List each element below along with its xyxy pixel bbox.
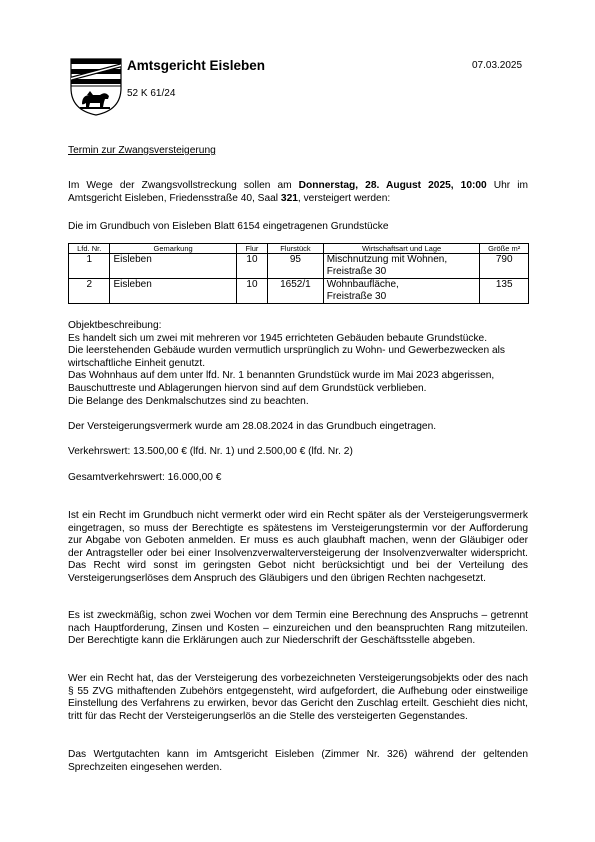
total-market-value: Gesamtverkehrswert: 16.000,00 € bbox=[68, 472, 222, 483]
column-header-flurstueck: Flurstück bbox=[268, 244, 324, 254]
cell-flurstueck: 95 bbox=[268, 254, 324, 279]
cell-lage bbox=[323, 279, 480, 304]
cell-lage-line2: Freistraße 30 bbox=[326, 291, 387, 302]
rights-paragraph: Ist ein Recht im Grundbuch nicht vermerkt oder wird ein Recht später als der Versteigerungsvermerk eingetragen, so muss der Berechtigte es spätestens im Versteigerungstermin vor der Aufforderung zur Abgabe von Geboten anmelden. Er muss es auch glaubhaft machen, wenn der Gläubiger oder der Antragsteller oder bei einer Insolvenzverwalterversteigerung der Insolvenzverwalter widerspricht. Das Recht wird sonst im geringsten Gebot nicht berücksichtigt und bei der Verteilung des Versteigerungserlöses dem Anspruch des Gläubigers und den übrigen Rechten nachgesetzt. bbox=[68, 510, 528, 584]
cell-nr: 2 bbox=[69, 279, 110, 304]
cell-groesse: 135 bbox=[480, 279, 529, 304]
auction-room: 321 bbox=[280, 192, 298, 204]
coat-of-arms-logo bbox=[70, 58, 122, 116]
object-description-heading: Objektbeschreibung: bbox=[68, 320, 162, 331]
objection-paragraph: Wer ein Recht hat, das der Versteigerung des vorbezeichneten Versteigerungsobjekts oder des nach § 55 ZVG mithaftenden Zubehörs entgegensteht, wird aufgefordert, die Aufhebung oder einstweilige Einstellung des Verfahrens zu erwirken, bevor das Gericht den Zuschlag erteilt. Geschieht dies nicht, tritt für das Recht der Versteigerungserlös an die Stelle des versteigerten Gegenstandes. bbox=[68, 673, 528, 722]
cell-gemarkung: Eisleben bbox=[110, 254, 236, 279]
cell-lage-line2: Freistraße 30 bbox=[326, 266, 387, 277]
object-description-line: Das Wohnhaus auf dem unter lfd. Nr. 1 benannten Grundstück wurde im Mai 2023 abgerissen, Bauschuttreste und Ablagerungen hiervon sind auf dem Grundstück verblieben. bbox=[68, 370, 495, 394]
cell-groesse: 790 bbox=[480, 254, 529, 279]
object-description-line: Die leerstehenden Gebäude wurden vermutlich ursprünglich zu Wohn- und Gewerbezwecken als wirtschaftliche Einheit genutzt. bbox=[68, 345, 505, 369]
cell-lage bbox=[323, 254, 480, 279]
cell-lage-line1: Wohnbaufläche, bbox=[326, 279, 399, 290]
cell-flurstueck: 1652/1 bbox=[268, 279, 324, 304]
cell-gemarkung: Eisleben bbox=[110, 279, 236, 304]
court-name: Amtsgericht Eisleben bbox=[127, 58, 266, 73]
registration-note: Der Versteigerungsvermerk wurde am 28.08.2024 in das Grundbuch eingetragen. bbox=[68, 421, 437, 432]
claim-paragraph: Es ist zweckmäßig, schon zwei Wochen vor dem Termin eine Berechnung des Anspruchs – getrennt nach Hauptforderung, Zinsen und Kosten – einzureichen und den beanspruchten Rang mitzuteilen. Der Berechtigte kann die Erklärungen auch zur Niederschrift der Geschäftsstelle abgeben. bbox=[68, 610, 528, 647]
plots-table bbox=[68, 243, 529, 304]
cell-lage-line1: Mischnutzung mit Wohnen, bbox=[326, 254, 448, 265]
intro-text-3: , versteigert werden: bbox=[297, 192, 391, 204]
appraisal-paragraph: Das Wertgutachten kann im Amtsgericht Eisleben (Zimmer Nr. 326) während der geltenden Sprechzeiten eingesehen werden. bbox=[68, 749, 528, 773]
document-title: Termin zur Zwangsversteigerung bbox=[68, 145, 216, 156]
document-date: 07.03.2025 bbox=[472, 60, 523, 71]
table-row bbox=[69, 254, 529, 279]
table-row bbox=[69, 279, 529, 304]
object-description-line: Die Belange des Denkmalschutzes sind zu beachten. bbox=[68, 395, 309, 407]
cell-flur: 10 bbox=[236, 279, 267, 304]
cell-nr: 1 bbox=[69, 254, 110, 279]
intro-text-2: Uhr im Amtsgericht Eisleben, Friedensstraße 40, Saal bbox=[68, 180, 528, 204]
intro-text-1: Im Wege der Zwangsvollstreckung sollen am bbox=[68, 180, 299, 191]
column-header-groesse: Größe m² bbox=[480, 244, 529, 254]
intro-paragraph bbox=[68, 180, 528, 205]
cell-flur: 10 bbox=[236, 254, 267, 279]
land-register-line: Die im Grundbuch von Eisleben Blatt 6154 eingetragenen Grundstücke bbox=[68, 221, 389, 232]
object-description-line: Es handelt sich um zwei mit mehreren vor 1945 errichteten Gebäuden bebaute Grundstücke. bbox=[68, 332, 488, 344]
column-header-lage: Wirtschaftsart und Lage bbox=[323, 244, 480, 254]
auction-date: Donnerstag, 28. August 2025, 10:00 bbox=[298, 180, 487, 191]
column-header-nr: Lfd. Nr. bbox=[69, 244, 110, 254]
market-value: Verkehrswert: 13.500,00 € (lfd. Nr. 1) und 2.500,00 € (lfd. Nr. 2) bbox=[68, 446, 353, 457]
column-header-gemarkung: Gemarkung bbox=[110, 244, 236, 254]
column-header-flur: Flur bbox=[236, 244, 267, 254]
table-header-row bbox=[69, 244, 529, 254]
object-description bbox=[68, 320, 528, 408]
case-number: 52 K 61/24 bbox=[127, 88, 176, 99]
